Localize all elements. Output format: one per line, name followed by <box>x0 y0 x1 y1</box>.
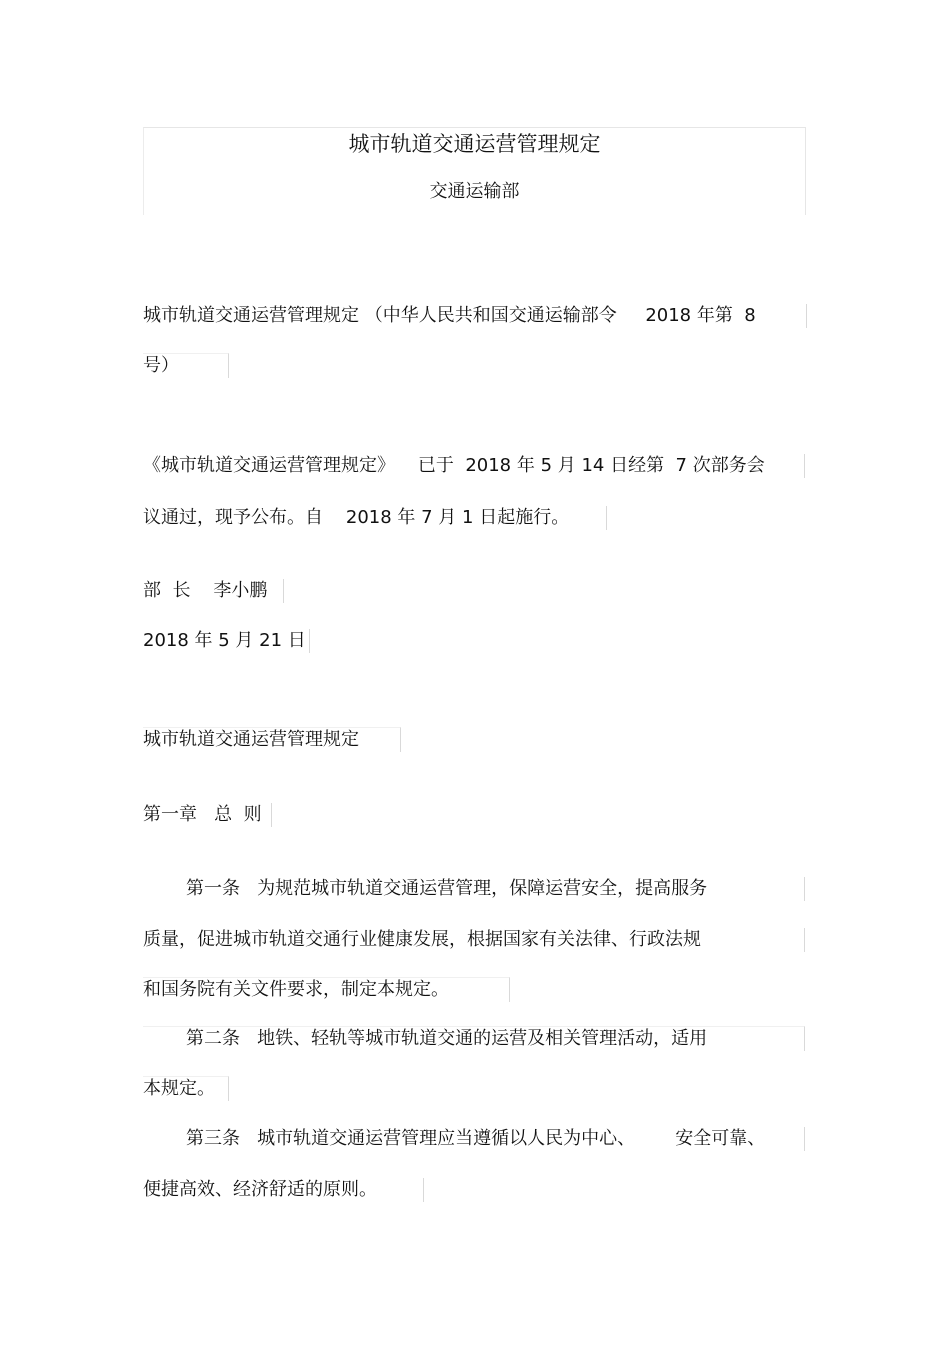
announcement-line-1: 《城市轨道交通运营管理规定》 已于 2018 年 5 月 14 日经第 7 次部务会 <box>143 454 805 478</box>
article-1-line-1: 第一条 为规范城市轨道交通运营管理，保障运营安全，提高服务 <box>143 877 805 901</box>
chapter-heading: 第一章 总 则 <box>143 803 272 827</box>
document-title: 城市轨道交通运营管理规定 <box>348 132 601 156</box>
sign-date: 2018 年 5 月 21 日 <box>143 629 310 653</box>
article-1-line-3: 和国务院有关文件要求，制定本规定。 <box>143 977 510 1002</box>
article-2-line-1: 第二条 地铁、轻轨等城市轨道交通的运营及相关管理活动，适用 <box>143 1026 805 1051</box>
title-block <box>143 127 806 215</box>
article-2-line-2: 本规定。 <box>143 1076 229 1101</box>
article-3-line-1: 第三条 城市轨道交通运营管理应当遵循以人民为中心、 安全可靠、 <box>143 1127 805 1151</box>
article-1-line-2: 质量，促进城市轨道交通行业健康发展，根据国家有关法律、行政法规 <box>143 928 805 952</box>
regulation-heading: 城市轨道交通运营管理规定 <box>143 727 401 752</box>
article-3-line-2: 便捷高效、经济舒适的原则。 <box>143 1178 424 1202</box>
signer-line: 部 长 李小鹏 <box>143 579 284 603</box>
announcement-line-2: 议通过，现予公布。自 2018 年 7 月 1 日起施行。 <box>143 506 607 530</box>
order-line-2: 号） <box>143 353 229 378</box>
order-line-1: 城市轨道交通运营管理规定 （中华人民共和国交通运输部令 2018 年第 8 <box>143 304 807 328</box>
document-issuer: 交通运输部 <box>429 181 520 202</box>
